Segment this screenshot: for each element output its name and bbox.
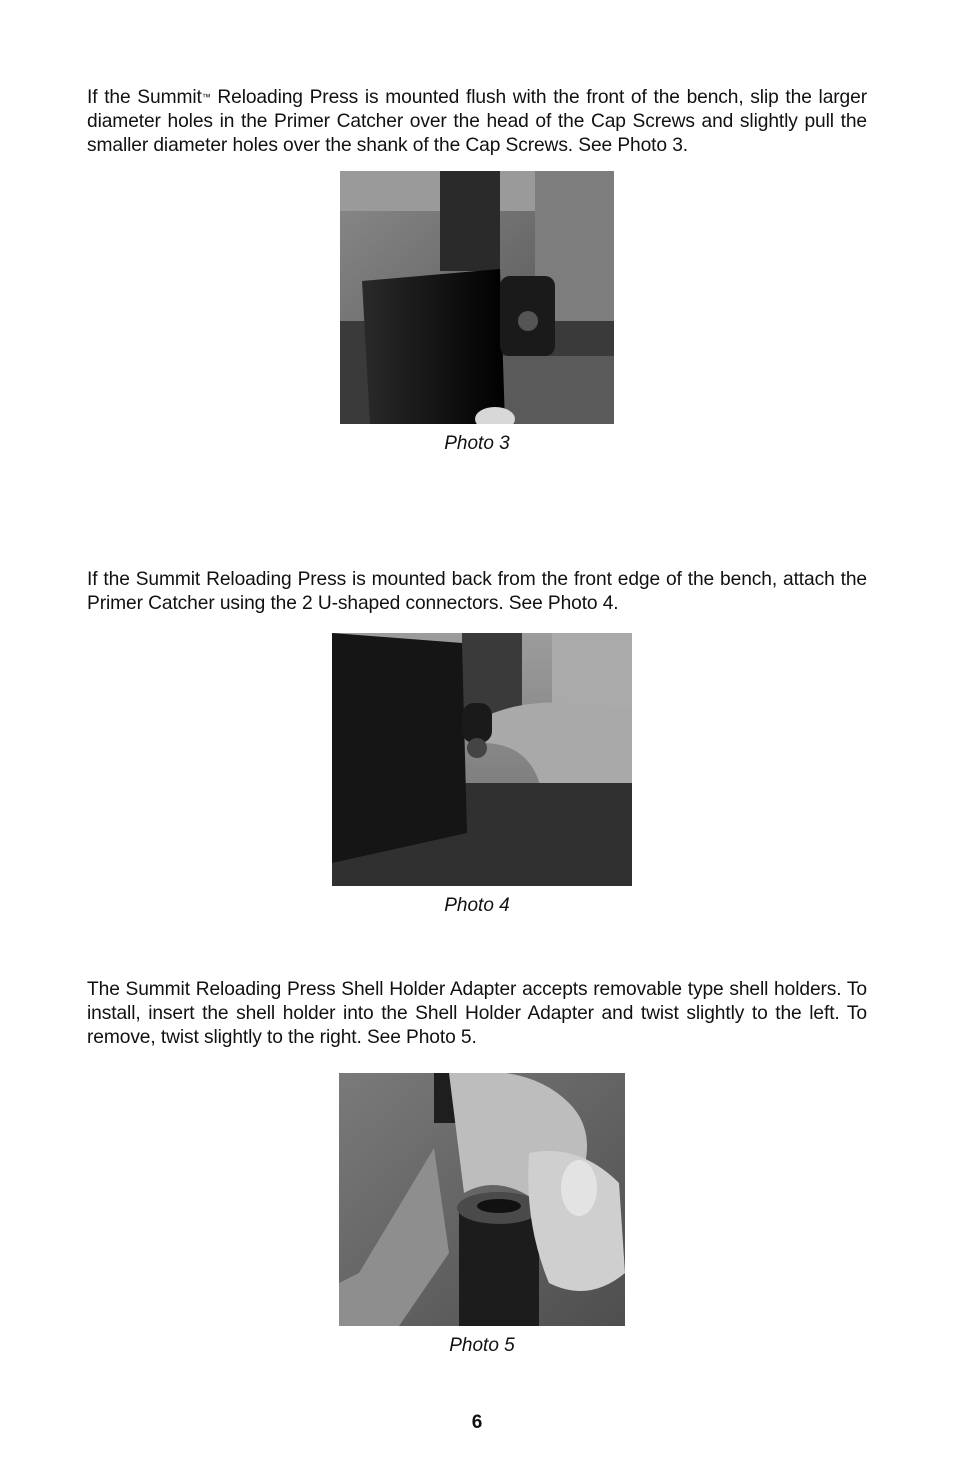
paragraph-shell-holder-adapter: The Summit Reloading Press Shell Holder Adapter accepts removable type shell holders. To install, insert the shell holder into the Shell Holder Adapter and twist slightly to the left. To remove, twist slightly to the right. See Photo 5. [87,979,867,1048]
photo-3-image [340,171,614,424]
paragraph-text: If the Summit [87,87,202,108]
paragraph-text: Reloading Press is mounted flush with the front of the bench, slip the larger diameter holes in the Primer Catcher over the head of the Cap Screws and slightly pull the smaller diameter holes over the shank of the Cap Screws. See Photo 3. [87,87,867,156]
paragraph-primer-catcher-back: If the Summit Reloading Press is mounted back from the front edge of the bench, attach the Primer Catcher using the 2 U-shaped connectors. See Photo 4. [87,569,867,614]
photo-4-caption: Photo 4 [444,895,510,916]
page-number: 6 [471,1412,483,1433]
paragraph-primer-catcher-flush [87,86,867,158]
photo-5-caption: Photo 5 [449,1335,515,1356]
photo-5-image [339,1073,625,1326]
photo-3-caption: Photo 3 [444,433,510,454]
primer-catcher-connectors-photo [332,633,632,886]
photo-4-image [332,633,632,886]
primer-catcher-flush-photo [340,171,614,424]
trademark-symbol: ™ [201,92,211,102]
shell-holder-install-photo [339,1073,625,1326]
